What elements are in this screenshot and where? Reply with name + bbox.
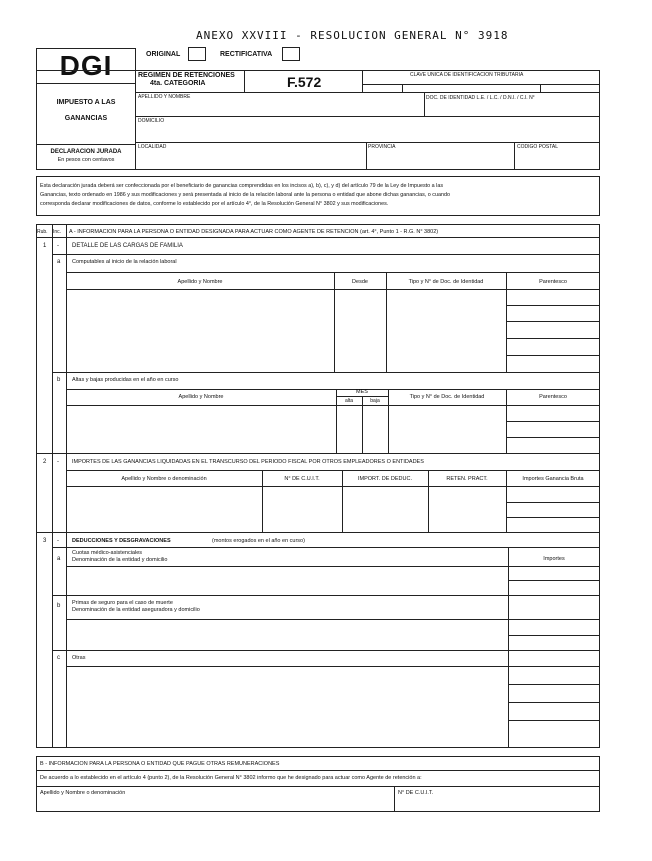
declaracion-jurada-label: DECLARACION JURADA <box>50 149 122 155</box>
codigo-postal-label: CODIGO POSTAL <box>517 144 559 150</box>
col-importes: Importes <box>543 556 565 562</box>
inc-3a: a <box>57 556 61 562</box>
dgi-logo: DGI <box>59 50 113 81</box>
r1b-title: Altas y bajas producidas en el año en curso <box>72 377 179 383</box>
clave-label: CLAVE UNICA DE IDENTIFICACION TRIBUTARIA <box>410 72 524 78</box>
original-label: ORIGINAL <box>146 51 181 58</box>
col-apellido-denominacion: Apellido y Nombre o denominación <box>121 476 207 482</box>
col-baja: baja <box>370 398 380 404</box>
apellido-label: APELLIDO Y NOMBRE <box>138 94 191 100</box>
notice-line-2: Ganancias, texto ordenado en 1986 y sus modificaciones y será presentada al inicio de la relación laboral ante la persona o entidad que abone dichas ganancias, o cuando <box>40 192 450 198</box>
section-b-apellido: Apellido y Nombre o denominación <box>40 790 126 796</box>
rub-2-dash: - <box>57 459 59 465</box>
rub-header: Rub. <box>37 229 48 235</box>
col-reten: RETEN. PRACT. <box>446 476 488 482</box>
form-code: F.572 <box>287 74 322 90</box>
col-parentesco: Parentesco <box>539 279 567 285</box>
r3c-title: Otras <box>72 655 86 661</box>
section-b-title: B - INFORMACION PARA LA PERSONA O ENTIDAD QUE PAGUE OTRAS REMUNERACIONES <box>40 761 280 767</box>
col-apellido-b: Apellido y Nombre <box>178 394 224 400</box>
regimen-label: REGIMEN DE RETENCIONES <box>138 72 235 79</box>
inc-header: Inc. <box>53 229 62 235</box>
domicilio-label: DOMICILIO <box>138 118 165 124</box>
col-importes-bruta: Importes Ganancia Bruta <box>522 476 584 482</box>
notice-line-3: corresponda declarar modificaciones de datos, conforme lo establecido por el artículo 4°, de la Resolución General N° 3802 y sus modificaciones. <box>40 201 389 207</box>
col-tipo-doc-b: Tipo y N° de Doc. de Identidad <box>409 394 485 400</box>
doc-identidad-label: DOC. DE IDENTIDAD L.E. / L.C. / D.N.I. / C.I. N° <box>426 95 535 101</box>
r2-title: IMPORTES DE LAS GANANCIAS LIQUIDADAS EN EL TRANSCURSO DEL PERIODO FISCAL POR OTROS EMPLEADORES O ENTIDADES <box>72 459 424 465</box>
col-parentesco-b: Parentesco <box>539 394 567 400</box>
section-a-title: A - INFORMACION PARA LA PERSONA O ENTIDAD DESIGNADA PARA ACTUAR COMO AGENTE DE RETENCION (art. 4°, Punto 1 - R.G. N° 3802) <box>69 229 439 235</box>
rub-1: 1 <box>43 243 47 249</box>
col-import-deduc: IMPORT. DE DEDUC. <box>358 476 412 482</box>
r3b-line-2: Denominación de la entidad aseguradora y domicilio <box>72 607 200 613</box>
localidad-label: LOCALIDAD <box>138 144 167 150</box>
page-title: ANEXO XXVIII - RESOLUCION GENERAL N° 3918 <box>196 29 509 42</box>
r3a-line-1: Cuotas médico-asistenciales <box>72 550 143 556</box>
rub-3-dash: - <box>57 538 59 544</box>
inc-1a: a <box>57 259 61 265</box>
inc-1b: b <box>57 377 61 383</box>
col-apellido: Apellido y Nombre <box>177 279 223 285</box>
col-desde: Desde <box>352 279 368 285</box>
r3a-line-2: Denominación de la entidad y domicilio <box>72 557 168 563</box>
provincia-label: PROVINCIA <box>368 144 396 150</box>
col-cuit: N° DE C.U.I.T. <box>284 476 320 482</box>
r3b-line-1: Primas de seguro para el caso de muerte <box>72 600 173 606</box>
section-b-cuit: N° DE C.U.I.T. <box>398 790 434 796</box>
impuesto-label-2: GANANCIAS <box>64 115 108 122</box>
pesos-centavos-label: En pesos con centavos <box>57 157 115 163</box>
inc-3c: c <box>57 655 60 661</box>
inc-3b: b <box>57 603 61 609</box>
col-alta: alta <box>344 398 354 404</box>
rub-1-dash: - <box>57 243 59 249</box>
rectificativa-checkbox[interactable] <box>282 47 300 61</box>
section-b-text: De acuerdo a lo establecido en el artículo 4 (punto 2), de la Resolución General N° 3802 informo que he designado para actuar como Agente de retención a: <box>40 775 422 781</box>
original-checkbox[interactable] <box>188 47 206 61</box>
categoria-label: 4ta. CATEGORIA <box>150 80 206 87</box>
col-mes: MES <box>356 389 368 395</box>
rub-2: 2 <box>43 459 47 465</box>
rectificativa-label: RECTIFICATIVA <box>220 51 273 58</box>
notice-line-1: Esta declaración jurada deberá ser confeccionada por el beneficiario de ganancias comprendidas en los incisos a), b), c), y d) del artículo 79 de la Ley de Impuesto a las <box>40 183 444 189</box>
r1a-title: Computables al inicio de la relación laboral <box>72 259 177 265</box>
r3-subtitle: (montos erogados en el año en curso) <box>212 538 305 544</box>
impuesto-label-1: IMPUESTO A LAS <box>56 99 116 106</box>
rub-3: 3 <box>43 538 47 544</box>
col-tipo-doc: Tipo y N° de Doc. de Identidad <box>408 279 484 285</box>
r1-title: DETALLE DE LAS CARGAS DE FAMILIA <box>72 243 183 249</box>
r3-title: DEDUCCIONES Y DESGRAVACIONES <box>72 538 171 544</box>
